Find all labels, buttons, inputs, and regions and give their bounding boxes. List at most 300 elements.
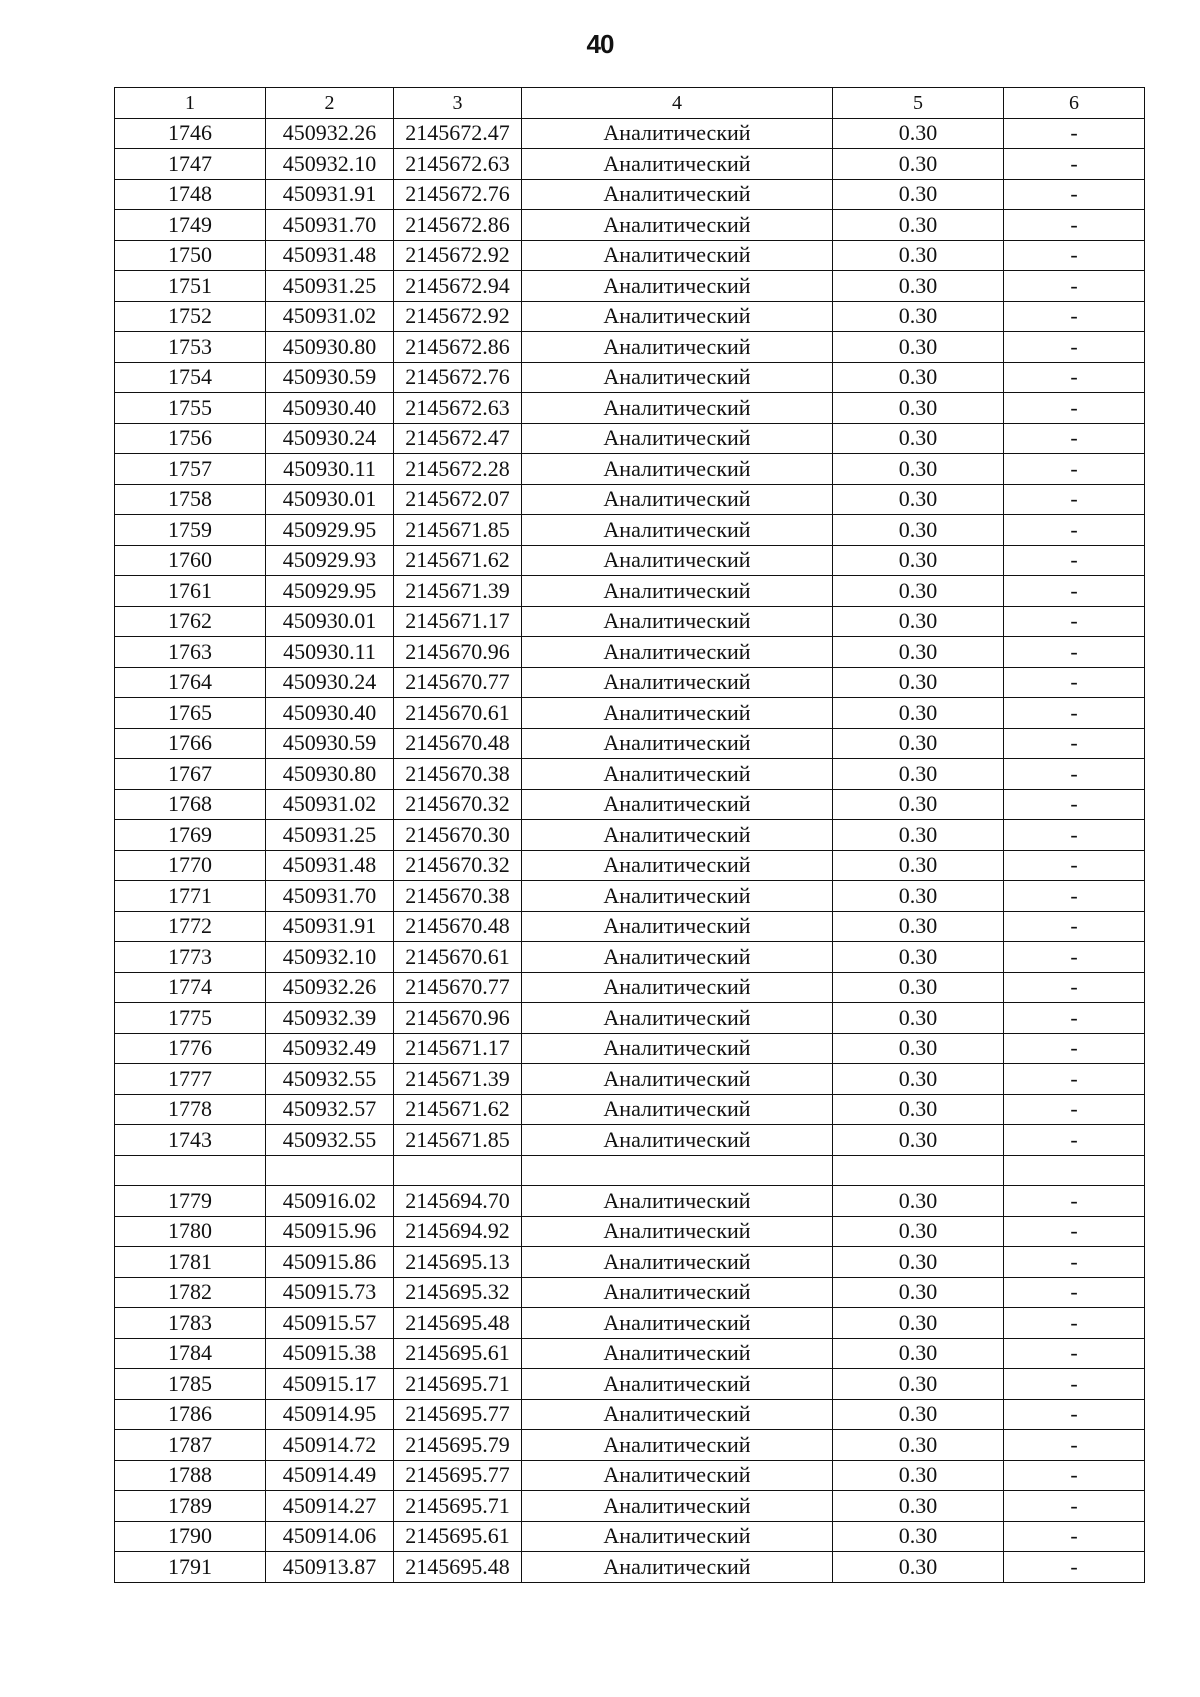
y-coordinate-cell: 2145672.92 (394, 301, 522, 332)
coordinates-table (114, 87, 1145, 1583)
description-cell: - (1004, 149, 1145, 180)
accuracy-cell: 0.30 (833, 1125, 1004, 1156)
x-coordinate-cell: 450931.70 (266, 881, 394, 912)
accuracy-cell: 0.30 (833, 1308, 1004, 1339)
table-row (115, 1064, 1145, 1095)
description-cell: - (1004, 881, 1145, 912)
y-coordinate-cell: 2145695.77 (394, 1460, 522, 1491)
description-cell: - (1004, 1491, 1145, 1522)
x-coordinate-cell: 450930.01 (266, 606, 394, 637)
y-coordinate-cell: 2145671.62 (394, 545, 522, 576)
accuracy-cell: 0.30 (833, 820, 1004, 851)
accuracy-cell: 0.30 (833, 637, 1004, 668)
description-cell: - (1004, 1094, 1145, 1125)
point-number-cell: 1778 (115, 1094, 266, 1125)
description-cell: - (1004, 759, 1145, 790)
table-row (115, 484, 1145, 515)
accuracy-cell: 0.30 (833, 789, 1004, 820)
point-number-cell: 1767 (115, 759, 266, 790)
method-cell: Аналитический (522, 1064, 833, 1095)
method-cell: Аналитический (522, 820, 833, 851)
accuracy-cell: 0.30 (833, 271, 1004, 302)
description-cell: - (1004, 820, 1145, 851)
method-cell: Аналитический (522, 1125, 833, 1156)
x-coordinate-cell: 450930.80 (266, 332, 394, 363)
table-row (115, 606, 1145, 637)
y-coordinate-cell: 2145670.30 (394, 820, 522, 851)
table-row (115, 1521, 1145, 1552)
x-coordinate-cell: 450930.11 (266, 454, 394, 485)
table-row (115, 515, 1145, 546)
method-cell: Аналитический (522, 1460, 833, 1491)
y-coordinate-cell: 2145672.92 (394, 240, 522, 271)
method-cell: Аналитический (522, 454, 833, 485)
accuracy-cell: 0.30 (833, 484, 1004, 515)
method-cell: Аналитический (522, 332, 833, 363)
x-coordinate-cell: 450931.91 (266, 911, 394, 942)
point-number-cell: 1751 (115, 271, 266, 302)
table-row (115, 1460, 1145, 1491)
accuracy-cell: 0.30 (833, 362, 1004, 393)
method-cell: Аналитический (522, 515, 833, 546)
point-number-cell: 1756 (115, 423, 266, 454)
accuracy-cell: 0.30 (833, 1186, 1004, 1217)
x-coordinate-cell: 450932.26 (266, 972, 394, 1003)
y-coordinate-cell: 2145670.38 (394, 759, 522, 790)
accuracy-cell: 0.30 (833, 1552, 1004, 1583)
point-number-cell: 1777 (115, 1064, 266, 1095)
y-coordinate-cell: 2145672.63 (394, 393, 522, 424)
method-cell: Аналитический (522, 667, 833, 698)
x-coordinate-cell: 450931.70 (266, 210, 394, 241)
point-number-cell: 1768 (115, 789, 266, 820)
description-cell: - (1004, 240, 1145, 271)
y-coordinate-cell: 2145672.28 (394, 454, 522, 485)
method-cell: Аналитический (522, 881, 833, 912)
x-coordinate-cell: 450932.10 (266, 942, 394, 973)
method-cell: Аналитический (522, 271, 833, 302)
point-number-cell: 1757 (115, 454, 266, 485)
point-number-cell: 1760 (115, 545, 266, 576)
point-number-cell: 1765 (115, 698, 266, 729)
x-coordinate-cell: 450914.95 (266, 1399, 394, 1430)
x-coordinate-cell: 450931.91 (266, 179, 394, 210)
x-coordinate-cell: 450930.40 (266, 393, 394, 424)
table-row (115, 789, 1145, 820)
method-cell: Аналитический (522, 1430, 833, 1461)
y-coordinate-cell: 2145671.85 (394, 515, 522, 546)
point-number-cell: 1772 (115, 911, 266, 942)
description-cell: - (1004, 1277, 1145, 1308)
description-cell (1004, 1155, 1145, 1186)
point-number-cell (115, 1155, 266, 1186)
accuracy-cell: 0.30 (833, 1460, 1004, 1491)
table-header (115, 88, 1145, 119)
accuracy-cell: 0.30 (833, 667, 1004, 698)
description-cell: - (1004, 332, 1145, 363)
accuracy-cell: 0.30 (833, 149, 1004, 180)
description-cell: - (1004, 1399, 1145, 1430)
x-coordinate-cell: 450931.48 (266, 850, 394, 881)
x-coordinate-cell: 450913.87 (266, 1552, 394, 1583)
table-row-empty (115, 1155, 1145, 1186)
description-cell: - (1004, 1308, 1145, 1339)
description-cell: - (1004, 911, 1145, 942)
table-row (115, 972, 1145, 1003)
method-cell: Аналитический (522, 728, 833, 759)
point-number-cell: 1769 (115, 820, 266, 851)
x-coordinate-cell: 450930.80 (266, 759, 394, 790)
method-cell: Аналитический (522, 850, 833, 881)
method-cell: Аналитический (522, 1338, 833, 1369)
table-row (115, 1186, 1145, 1217)
y-coordinate-cell: 2145695.48 (394, 1552, 522, 1583)
x-coordinate-cell: 450915.38 (266, 1338, 394, 1369)
table-row (115, 911, 1145, 942)
accuracy-cell: 0.30 (833, 1094, 1004, 1125)
accuracy-cell: 0.30 (833, 1491, 1004, 1522)
accuracy-cell: 0.30 (833, 1399, 1004, 1430)
method-cell: Аналитический (522, 210, 833, 241)
accuracy-cell: 0.30 (833, 759, 1004, 790)
table-row (115, 332, 1145, 363)
method-cell: Аналитический (522, 545, 833, 576)
method-cell: Аналитический (522, 1033, 833, 1064)
y-coordinate-cell: 2145670.96 (394, 637, 522, 668)
x-coordinate-cell: 450914.72 (266, 1430, 394, 1461)
column-header-5: 5 (833, 88, 1004, 119)
description-cell: - (1004, 1247, 1145, 1278)
table-row (115, 118, 1145, 149)
description-cell: - (1004, 1186, 1145, 1217)
table-row (115, 820, 1145, 851)
description-cell: - (1004, 545, 1145, 576)
x-coordinate-cell: 450932.39 (266, 1003, 394, 1034)
accuracy-cell: 0.30 (833, 545, 1004, 576)
method-cell: Аналитический (522, 698, 833, 729)
y-coordinate-cell: 2145670.48 (394, 728, 522, 759)
description-cell: - (1004, 393, 1145, 424)
method-cell: Аналитический (522, 118, 833, 149)
y-coordinate-cell: 2145672.94 (394, 271, 522, 302)
description-cell: - (1004, 972, 1145, 1003)
description-cell: - (1004, 1003, 1145, 1034)
point-number-cell: 1749 (115, 210, 266, 241)
method-cell: Аналитический (522, 759, 833, 790)
y-coordinate-cell: 2145671.85 (394, 1125, 522, 1156)
table-row (115, 301, 1145, 332)
y-coordinate-cell: 2145670.48 (394, 911, 522, 942)
column-header-2: 2 (266, 88, 394, 119)
description-cell: - (1004, 362, 1145, 393)
method-cell: Аналитический (522, 972, 833, 1003)
y-coordinate-cell: 2145695.61 (394, 1338, 522, 1369)
x-coordinate-cell (266, 1155, 394, 1186)
table-row (115, 271, 1145, 302)
accuracy-cell: 0.30 (833, 1064, 1004, 1095)
y-coordinate-cell: 2145695.48 (394, 1308, 522, 1339)
point-number-cell: 1779 (115, 1186, 266, 1217)
x-coordinate-cell: 450915.96 (266, 1216, 394, 1247)
point-number-cell: 1785 (115, 1369, 266, 1400)
point-number-cell: 1791 (115, 1552, 266, 1583)
point-number-cell: 1780 (115, 1216, 266, 1247)
method-cell: Аналитический (522, 1003, 833, 1034)
accuracy-cell: 0.30 (833, 210, 1004, 241)
point-number-cell: 1784 (115, 1338, 266, 1369)
point-number-cell: 1764 (115, 667, 266, 698)
table-row (115, 362, 1145, 393)
point-number-cell: 1758 (115, 484, 266, 515)
accuracy-cell: 0.30 (833, 576, 1004, 607)
table-row (115, 1430, 1145, 1461)
description-cell: - (1004, 1064, 1145, 1095)
point-number-cell: 1773 (115, 942, 266, 973)
y-coordinate-cell: 2145671.17 (394, 606, 522, 637)
point-number-cell: 1753 (115, 332, 266, 363)
accuracy-cell: 0.30 (833, 728, 1004, 759)
x-coordinate-cell: 450931.02 (266, 301, 394, 332)
table-row (115, 1491, 1145, 1522)
point-number-cell: 1786 (115, 1399, 266, 1430)
table-row (115, 1125, 1145, 1156)
description-cell: - (1004, 698, 1145, 729)
description-cell: - (1004, 667, 1145, 698)
x-coordinate-cell: 450915.73 (266, 1277, 394, 1308)
x-coordinate-cell: 450929.95 (266, 576, 394, 607)
table-row (115, 698, 1145, 729)
y-coordinate-cell: 2145672.07 (394, 484, 522, 515)
accuracy-cell: 0.30 (833, 118, 1004, 149)
description-cell: - (1004, 423, 1145, 454)
method-cell: Аналитический (522, 301, 833, 332)
y-coordinate-cell: 2145695.71 (394, 1369, 522, 1400)
table-row (115, 149, 1145, 180)
description-cell: - (1004, 118, 1145, 149)
method-cell: Аналитический (522, 606, 833, 637)
y-coordinate-cell (394, 1155, 522, 1186)
page-number: 40 (586, 29, 614, 59)
x-coordinate-cell: 450930.59 (266, 728, 394, 759)
accuracy-cell: 0.30 (833, 179, 1004, 210)
accuracy-cell: 0.30 (833, 1216, 1004, 1247)
y-coordinate-cell: 2145670.61 (394, 698, 522, 729)
y-coordinate-cell: 2145671.62 (394, 1094, 522, 1125)
point-number-cell: 1746 (115, 118, 266, 149)
y-coordinate-cell: 2145670.61 (394, 942, 522, 973)
description-cell: - (1004, 942, 1145, 973)
table-row (115, 1399, 1145, 1430)
y-coordinate-cell: 2145670.32 (394, 850, 522, 881)
y-coordinate-cell: 2145694.70 (394, 1186, 522, 1217)
description-cell: - (1004, 301, 1145, 332)
table-row (115, 545, 1145, 576)
method-cell: Аналитический (522, 911, 833, 942)
description-cell: - (1004, 179, 1145, 210)
accuracy-cell: 0.30 (833, 1033, 1004, 1064)
point-number-cell: 1748 (115, 179, 266, 210)
column-header-6: 6 (1004, 88, 1145, 119)
table-row (115, 1003, 1145, 1034)
point-number-cell: 1759 (115, 515, 266, 546)
x-coordinate-cell: 450914.06 (266, 1521, 394, 1552)
point-number-cell: 1770 (115, 850, 266, 881)
accuracy-cell: 0.30 (833, 1338, 1004, 1369)
description-cell: - (1004, 637, 1145, 668)
method-cell: Аналитический (522, 1369, 833, 1400)
method-cell: Аналитический (522, 1277, 833, 1308)
table-row (115, 1338, 1145, 1369)
x-coordinate-cell: 450915.57 (266, 1308, 394, 1339)
x-coordinate-cell: 450915.86 (266, 1247, 394, 1278)
table-row (115, 1552, 1145, 1583)
column-header-3: 3 (394, 88, 522, 119)
x-coordinate-cell: 450931.25 (266, 820, 394, 851)
table-body (115, 118, 1145, 1582)
y-coordinate-cell: 2145672.47 (394, 423, 522, 454)
point-number-cell: 1763 (115, 637, 266, 668)
method-cell: Аналитический (522, 942, 833, 973)
y-coordinate-cell: 2145672.47 (394, 118, 522, 149)
point-number-cell: 1781 (115, 1247, 266, 1278)
method-cell: Аналитический (522, 1247, 833, 1278)
x-coordinate-cell: 450914.27 (266, 1491, 394, 1522)
description-cell: - (1004, 606, 1145, 637)
accuracy-cell: 0.30 (833, 942, 1004, 973)
method-cell: Аналитический (522, 179, 833, 210)
accuracy-cell: 0.30 (833, 1277, 1004, 1308)
table-row (115, 728, 1145, 759)
y-coordinate-cell: 2145670.38 (394, 881, 522, 912)
accuracy-cell: 0.30 (833, 454, 1004, 485)
point-number-cell: 1774 (115, 972, 266, 1003)
point-number-cell: 1761 (115, 576, 266, 607)
y-coordinate-cell: 2145670.96 (394, 1003, 522, 1034)
table-row (115, 637, 1145, 668)
description-cell: - (1004, 1552, 1145, 1583)
point-number-cell: 1766 (115, 728, 266, 759)
method-cell: Аналитический (522, 484, 833, 515)
table-row (115, 576, 1145, 607)
description-cell: - (1004, 515, 1145, 546)
x-coordinate-cell: 450931.25 (266, 271, 394, 302)
description-cell: - (1004, 210, 1145, 241)
point-number-cell: 1750 (115, 240, 266, 271)
x-coordinate-cell: 450932.26 (266, 118, 394, 149)
method-cell (522, 1155, 833, 1186)
accuracy-cell: 0.30 (833, 240, 1004, 271)
method-cell: Аналитический (522, 1552, 833, 1583)
y-coordinate-cell: 2145695.71 (394, 1491, 522, 1522)
x-coordinate-cell: 450932.55 (266, 1125, 394, 1156)
y-coordinate-cell: 2145671.39 (394, 576, 522, 607)
method-cell: Аналитический (522, 1399, 833, 1430)
method-cell: Аналитический (522, 637, 833, 668)
x-coordinate-cell: 450916.02 (266, 1186, 394, 1217)
method-cell: Аналитический (522, 789, 833, 820)
table-row (115, 881, 1145, 912)
table-row (115, 850, 1145, 881)
y-coordinate-cell: 2145672.86 (394, 332, 522, 363)
accuracy-cell: 0.30 (833, 515, 1004, 546)
y-coordinate-cell: 2145695.13 (394, 1247, 522, 1278)
point-number-cell: 1762 (115, 606, 266, 637)
point-number-cell: 1790 (115, 1521, 266, 1552)
table-row (115, 667, 1145, 698)
table-row (115, 1033, 1145, 1064)
description-cell: - (1004, 1216, 1145, 1247)
accuracy-cell: 0.30 (833, 698, 1004, 729)
column-header-1: 1 (115, 88, 266, 119)
table-row (115, 1277, 1145, 1308)
accuracy-cell: 0.30 (833, 606, 1004, 637)
table-row (115, 1247, 1145, 1278)
x-coordinate-cell: 450930.24 (266, 667, 394, 698)
table-row (115, 393, 1145, 424)
method-cell: Аналитический (522, 576, 833, 607)
accuracy-cell: 0.30 (833, 881, 1004, 912)
description-cell: - (1004, 271, 1145, 302)
accuracy-cell: 0.30 (833, 332, 1004, 363)
point-number-cell: 1755 (115, 393, 266, 424)
accuracy-cell (833, 1155, 1004, 1186)
description-cell: - (1004, 850, 1145, 881)
point-number-cell: 1788 (115, 1460, 266, 1491)
y-coordinate-cell: 2145671.39 (394, 1064, 522, 1095)
x-coordinate-cell: 450930.40 (266, 698, 394, 729)
y-coordinate-cell: 2145672.86 (394, 210, 522, 241)
method-cell: Аналитический (522, 1094, 833, 1125)
description-cell: - (1004, 1033, 1145, 1064)
y-coordinate-cell: 2145671.17 (394, 1033, 522, 1064)
x-coordinate-cell: 450932.10 (266, 149, 394, 180)
x-coordinate-cell: 450931.48 (266, 240, 394, 271)
y-coordinate-cell: 2145672.76 (394, 179, 522, 210)
table-row (115, 1369, 1145, 1400)
y-coordinate-cell: 2145694.92 (394, 1216, 522, 1247)
point-number-cell: 1752 (115, 301, 266, 332)
table-row (115, 240, 1145, 271)
description-cell: - (1004, 789, 1145, 820)
accuracy-cell: 0.30 (833, 972, 1004, 1003)
point-number-cell: 1754 (115, 362, 266, 393)
y-coordinate-cell: 2145670.77 (394, 972, 522, 1003)
x-coordinate-cell: 450929.93 (266, 545, 394, 576)
y-coordinate-cell: 2145695.77 (394, 1399, 522, 1430)
description-cell: - (1004, 1430, 1145, 1461)
x-coordinate-cell: 450930.24 (266, 423, 394, 454)
description-cell: - (1004, 1125, 1145, 1156)
method-cell: Аналитический (522, 1491, 833, 1522)
point-number-cell: 1789 (115, 1491, 266, 1522)
method-cell: Аналитический (522, 1521, 833, 1552)
table-row (115, 423, 1145, 454)
table-row (115, 179, 1145, 210)
accuracy-cell: 0.30 (833, 1430, 1004, 1461)
table-row (115, 759, 1145, 790)
x-coordinate-cell: 450932.55 (266, 1064, 394, 1095)
y-coordinate-cell: 2145670.77 (394, 667, 522, 698)
accuracy-cell: 0.30 (833, 1003, 1004, 1034)
accuracy-cell: 0.30 (833, 301, 1004, 332)
x-coordinate-cell: 450914.49 (266, 1460, 394, 1491)
accuracy-cell: 0.30 (833, 911, 1004, 942)
table-row (115, 942, 1145, 973)
table-row (115, 210, 1145, 241)
description-cell: - (1004, 1338, 1145, 1369)
y-coordinate-cell: 2145695.79 (394, 1430, 522, 1461)
method-cell: Аналитический (522, 1186, 833, 1217)
